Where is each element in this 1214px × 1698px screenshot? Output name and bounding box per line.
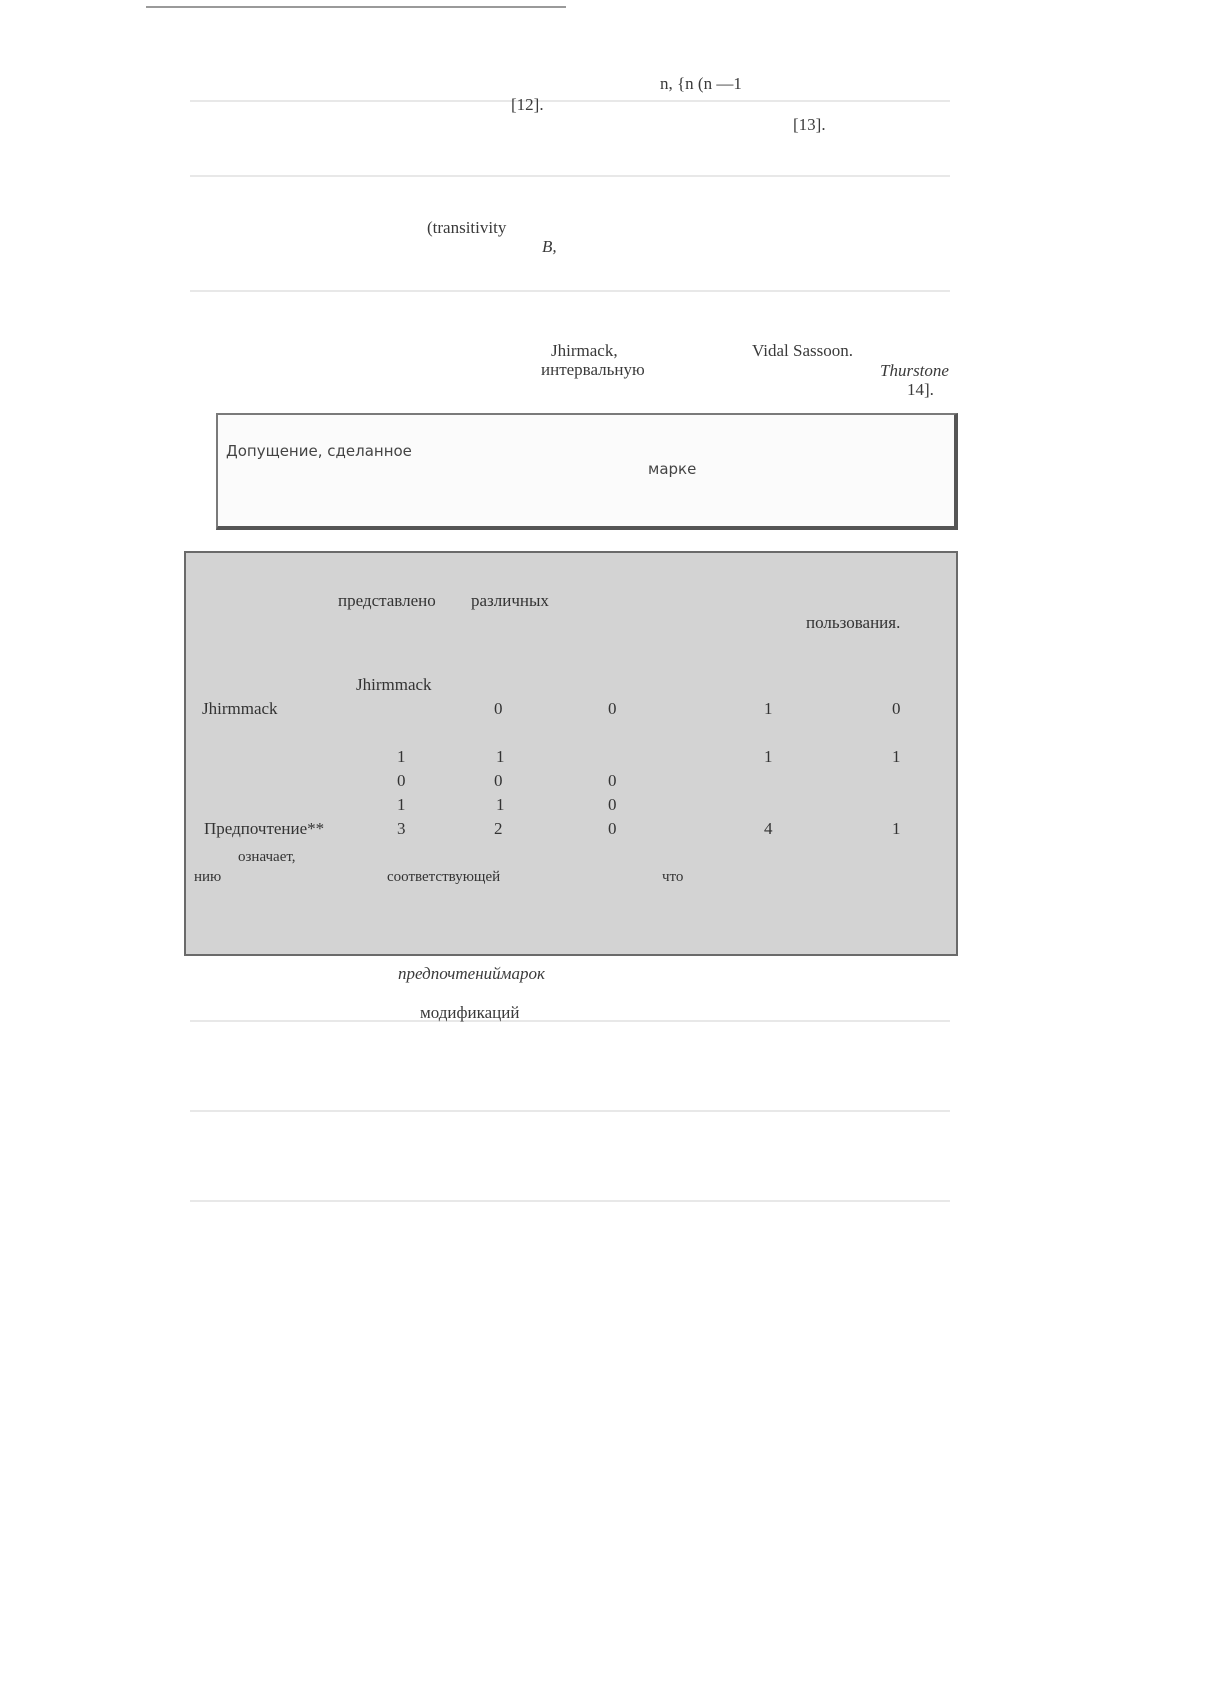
table-cell: 3 <box>397 819 406 838</box>
table-cell: 4 <box>764 819 773 838</box>
table-cell: 0 <box>608 819 617 838</box>
faint-line <box>190 1110 950 1112</box>
top-rule <box>146 6 566 8</box>
table-cell: 1 <box>496 795 505 814</box>
table-cell: 1 <box>397 795 406 814</box>
table-cell: 1 <box>764 747 773 766</box>
table-cell: 0 <box>494 699 503 718</box>
vidal-sassoon-text: Vidal Sassoon. <box>752 341 853 360</box>
table-cell: 0 <box>608 771 617 790</box>
note-line-2: марке <box>648 460 697 478</box>
faint-line <box>190 1200 950 1202</box>
faint-line <box>190 1020 950 1022</box>
caption-italic: предпочтениймарок <box>398 964 545 983</box>
reference-14: 14]. <box>907 380 934 399</box>
table-intro-1: представлено <box>338 591 436 610</box>
reference-12: [12]. <box>511 95 544 114</box>
reference-13: [13]. <box>793 115 826 134</box>
table-cell: 1 <box>892 819 901 838</box>
note-box <box>216 413 958 530</box>
faint-line <box>190 100 950 102</box>
table-intro-2: различных <box>471 591 549 610</box>
table-cell: 2 <box>494 819 503 838</box>
interval-text: интервальную <box>541 360 645 379</box>
table-foot-4: что <box>662 869 684 885</box>
table-cell: 0 <box>397 771 406 790</box>
jhirmack-text: Jhirmack, <box>551 341 618 360</box>
table-foot-3: соответствующей <box>387 869 501 885</box>
table-cell: 1 <box>397 747 406 766</box>
thurstone-text: Thurstone <box>880 361 949 380</box>
variable-b: B, <box>542 237 557 256</box>
table-foot-1: означает, <box>238 849 296 865</box>
table-cell: 1 <box>496 747 505 766</box>
column-header: Jhirmmack <box>356 675 432 694</box>
table-cell: 1 <box>892 747 901 766</box>
row-label-preference: Предпочтение** <box>204 819 325 838</box>
caption-modifications: модификаций <box>420 1003 520 1022</box>
table-intro-3: пользования. <box>806 613 901 632</box>
table-cell: 0 <box>608 699 617 718</box>
formula-text: n, {n (n —1 <box>660 74 742 93</box>
note-line-1: Допущение, сделанное <box>226 442 412 460</box>
table-cell: 0 <box>494 771 503 790</box>
table-foot-2: нию <box>194 869 222 885</box>
faint-line <box>190 290 950 292</box>
table-cell: 0 <box>608 795 617 814</box>
transitivity-text: (transitivity <box>427 218 507 237</box>
preference-table <box>184 551 958 956</box>
table-cell: 0 <box>892 699 901 718</box>
faint-line <box>190 175 950 177</box>
table-cell: 1 <box>764 699 773 718</box>
row-label: Jhirmmack <box>202 699 278 718</box>
